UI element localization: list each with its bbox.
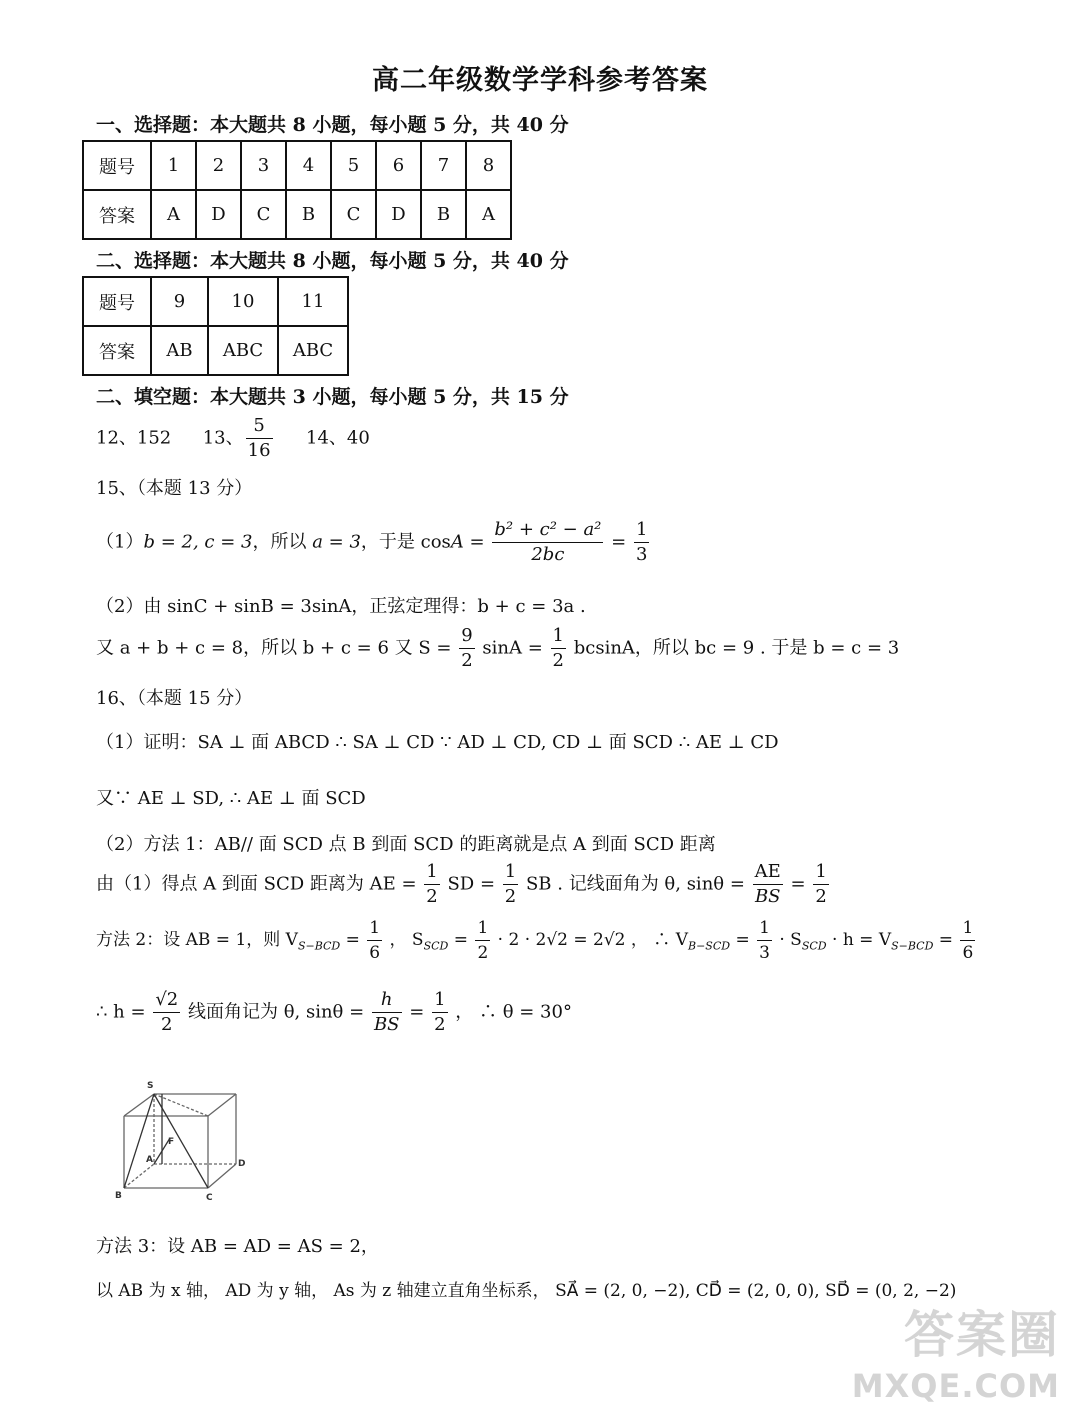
edge xyxy=(208,1094,236,1116)
page-title: 高二年级数学学科参考答案 xyxy=(372,65,708,96)
table-cell: 3 xyxy=(241,141,286,190)
table-cell: A xyxy=(466,190,511,239)
table-cell: B xyxy=(421,190,466,239)
edge xyxy=(208,1164,236,1188)
table-cell: AB xyxy=(151,326,208,375)
table-cell: C xyxy=(241,190,286,239)
table-cell: C xyxy=(331,190,376,239)
row-label: 题号 xyxy=(83,277,151,326)
watermark xyxy=(852,1295,1060,1405)
label-f: F xyxy=(168,1137,175,1147)
table-cell: 10 xyxy=(208,277,278,326)
answer-table-1 xyxy=(82,140,512,240)
answer-12: 12、152 xyxy=(96,427,172,449)
table-cell: 11 xyxy=(278,277,348,326)
row-label: 题号 xyxy=(83,141,151,190)
q16-proof-line1: （1）证明：SA ⊥ 面 ABCD ∴ SA ⊥ CD ∵ AD ⊥ CD, CD ⊥ 面 SCD ∴ AE ⊥ CD xyxy=(96,732,779,753)
watermark-url: MXQE.COM xyxy=(851,1367,1060,1405)
table-cell: 6 xyxy=(376,141,421,190)
q16-method3: 方法 3：设 AB = AD = AS = 2， xyxy=(96,1236,379,1257)
q16-method1-calc: 由（1）得点 A 到面 SCD 距离为 AE = $\frac{1}{2}$ SD = $\frac{1}{2}$ SB . 记线面角为 θ, sinθ = $\frac{AE}{BS}$ = $\frac{1}{2}$ xyxy=(96,861,827,907)
q16-proof-line2: 又∵ AE ⊥ SD, ∴ AE ⊥ 面 SCD xyxy=(96,788,366,809)
table-row xyxy=(83,190,511,239)
table-cell: B xyxy=(286,190,331,239)
label-b: B xyxy=(115,1191,122,1201)
answer-13-fraction: $\frac{5}{16}$ xyxy=(247,415,271,461)
table-cell: D xyxy=(196,190,241,239)
edge xyxy=(124,1094,154,1116)
section-1-heading: 一、选择题：本大题共 8 小题，每小题 5 分，共 40 分 xyxy=(96,114,569,136)
table-cell: 5 xyxy=(331,141,376,190)
segment-sb xyxy=(124,1094,154,1188)
table-cell: 9 xyxy=(151,277,208,326)
table-cell: 7 xyxy=(421,141,466,190)
table-cell: ABC xyxy=(278,326,348,375)
q15-part2: （2）由 sinC + sinB = 3sinA，正弦定理得：b + c = 3a . xyxy=(96,596,586,617)
q16-method2: 方法 2：设 AB = 1，则 $V_{S-BCD}$ = $\frac{1}{6}$ ， $S_{SCD}$ = $\frac{1}{2}$ · 2 · 2√2 = 2√2 ， ∴ $V_{B-SCD}$ = $\frac{1}{3}$ · $S_{SCD} \cdot h = V_{S-BCD}$ = $\frac{1}{6}$ xyxy=(96,918,974,963)
q16-method2-result: ∴ h = $\frac{√2}{2}$ 线面角记为 θ, sinθ = $\frac{h}{BS}$ = $\frac{1}{2}$ ， ∴ θ = 30° xyxy=(96,989,572,1035)
q16-method1: （2）方法 1：AB// 面 SCD 点 B 到面 SCD 的距离就是点 A 到面 SCD 距离 xyxy=(96,834,716,855)
table-cell: 4 xyxy=(286,141,331,190)
label-s: S xyxy=(147,1081,154,1091)
answer-14: 14、40 xyxy=(306,427,370,449)
table-cell: 8 xyxy=(466,141,511,190)
q15-header: 15、（本题 13 分） xyxy=(96,478,253,499)
q15-part3: 又 a + b + c = 8，所以 b + c = 6 又 S = $\frac{9}{2}$ sinA = $\frac{1}{2}$ bcsinA，所以 bc = 9 . 于是 b = c = 3 xyxy=(96,625,900,671)
answer-13-label: 13、 xyxy=(202,427,244,449)
row-label: 答案 xyxy=(83,190,151,239)
answer-table-2 xyxy=(82,276,349,376)
table-cell: 1 xyxy=(151,141,196,190)
table-cell: 2 xyxy=(196,141,241,190)
table-cell: ABC xyxy=(208,326,278,375)
section-2-heading: 二、选择题：本大题共 8 小题，每小题 5 分，共 40 分 xyxy=(96,250,569,272)
table-row xyxy=(83,277,348,326)
table-cell: A xyxy=(151,190,196,239)
cube-figure xyxy=(110,1076,260,1206)
label-d: D xyxy=(238,1159,246,1169)
label-c: C xyxy=(206,1193,213,1203)
table-row xyxy=(83,141,511,190)
fill-blank-answers xyxy=(96,414,370,463)
label-a: A xyxy=(146,1155,153,1165)
table-row xyxy=(83,326,348,375)
q15-part1: （1）b = 2, c = 3，所以 a = 3，于是 cosA = $\frac{\text{b² + c² − a²}}{2bc}$ = $\frac{1}{3}$ xyxy=(96,519,648,565)
q16-method3-coords: 以 AB 为 x 轴， AD 为 y 轴， As 为 z 轴建立直角坐标系， SA⃗ = (2, 0, −2), CD⃗ = (2, 0, 0), SD⃗ = (0, 2, −2) xyxy=(96,1281,957,1301)
q16-header: 16、（本题 15 分） xyxy=(96,688,253,709)
table-cell: D xyxy=(376,190,421,239)
section-3-heading: 二、填空题：本大题共 3 小题，每小题 5 分，共 15 分 xyxy=(96,386,569,408)
watermark-logo: 答案圈 xyxy=(904,1306,1060,1364)
row-label: 答案 xyxy=(83,326,151,375)
